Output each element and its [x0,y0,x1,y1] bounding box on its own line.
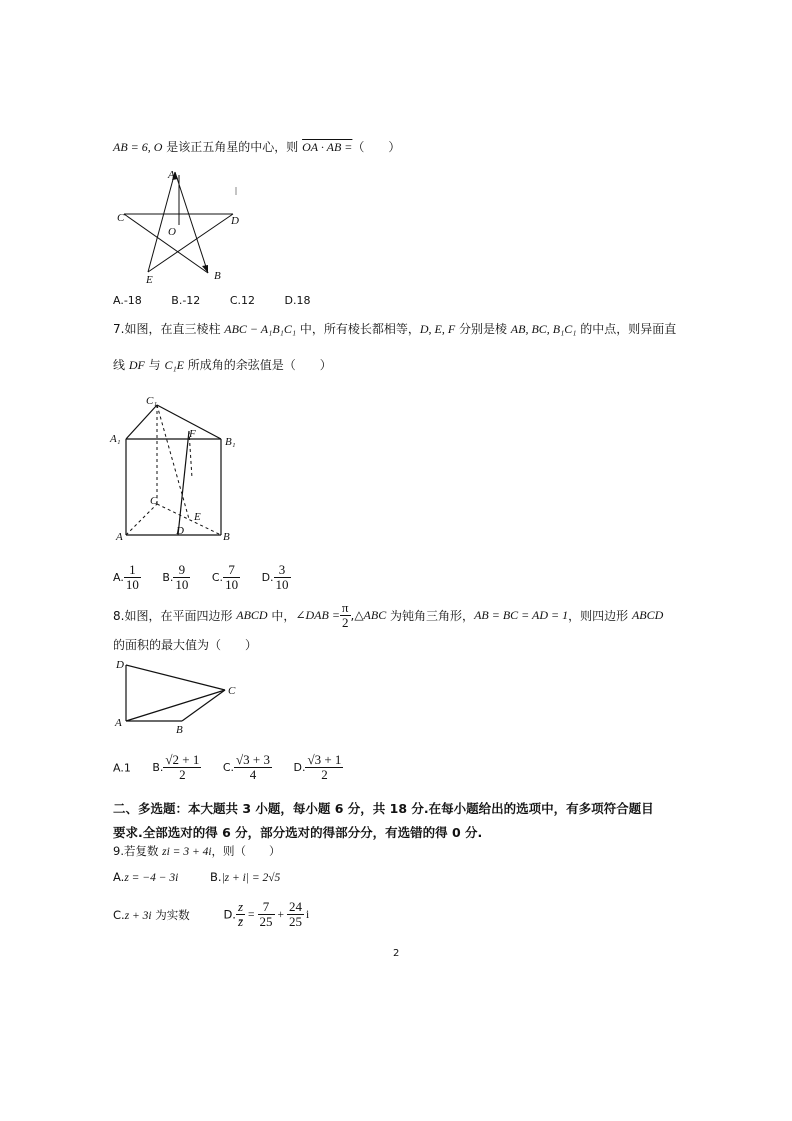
q9-text-2: ，则（ ） [211,844,281,858]
q9-options-row1 [113,870,280,884]
q9-d-eq: = [248,908,255,921]
q6-stem-text: 是该正五角星的中心，则 [162,140,303,154]
prism-label-f: F [189,428,196,440]
star-label-c: C [117,212,125,224]
q8-options [113,753,361,782]
star-label-b: B [214,270,221,282]
q8-math-angle: ∠DAB = [295,608,340,622]
q7-a-num: 1 [124,563,141,578]
q9-d-z-num: z [237,899,244,914]
q9-d-f1-den: 25 [259,914,273,929]
q7-text-3: 分别是棱 [455,322,511,336]
q9-option-b[interactable] [210,870,280,884]
quad-label-a: A [115,717,122,729]
q9-d-f1-num: 7 [258,900,275,915]
q7-option-d[interactable] [262,563,291,592]
q8-math-abcd-2: ABCD [631,608,664,622]
q6-option-b[interactable]: B.-12 [171,294,201,307]
q9-option-a-math: z = −4 − 3i [124,872,179,884]
star-edge-a-e [148,172,175,272]
q7-option-b[interactable] [162,563,190,592]
q8-b-den: 2 [179,767,186,782]
q7-d-den: 10 [275,577,289,592]
q7-option-a-fraction [124,563,141,592]
q8-option-b-fraction [163,753,201,782]
q8-text-6: 的面积的最大值为（ ） [113,638,258,652]
prism-label-c: C [150,495,158,507]
q7-c-num: 7 [223,563,240,578]
q7-math-df: DF [128,358,145,372]
section2-heading-line1: 二、多选题：本大题共 3 小题，每小题 6 分，共 18 分.在每小题给出的选项中，有多项符合题目 [113,801,654,816]
prism-label-e: E [194,511,201,523]
q9-option-d[interactable] [223,899,310,929]
q7-math-prism: ABC − A₁B₁C₁ [224,322,296,336]
star-edge-d-e [148,214,233,272]
q8-math-abcd: ABCD [236,608,268,622]
q7-text-2: 中，所有棱长都相等， [296,322,420,336]
q9-option-b-label: B. [209,870,222,884]
q9-option-c[interactable] [113,908,190,922]
q8-option-d-label: D. [293,761,306,774]
edge-d-c [126,665,225,690]
q8-pi-fraction [340,601,351,630]
q8-option-d-fraction [305,753,343,782]
quad-label-b: B [176,724,183,736]
prism-label-d: D [176,525,184,537]
q9-option-c-label: C. [113,907,125,922]
q7-option-b-fraction [173,563,190,592]
q7-option-a-label: A. [113,571,124,584]
hidden-a-c [126,504,157,535]
q6-stem [113,138,400,155]
q9-d-z-den: z̄ [237,914,244,929]
q7-text-4: 的中点，则异面直 [576,322,677,336]
q8-quadrilateral-figure [112,655,252,740]
q9-option-d-frac2 [287,900,304,929]
q9-option-a[interactable] [113,870,178,884]
q8-option-b-label: B. [152,761,164,774]
q8-option-b[interactable] [152,753,201,782]
q9-option-c-math: z + 3i [124,909,152,922]
q9-option-d-zfrac [236,900,245,929]
q8-math-equal-sides: AB = BC = AD = 1 [474,608,569,622]
q7-b-den: 10 [175,577,189,592]
q7-options [113,563,309,592]
q8-text-2: 中， [267,609,296,623]
q8-text-5: ，则四边形 [568,609,632,623]
q7-stem-line1 [113,320,676,337]
q8-text-1: 8.如图，在平面四边形 [113,609,237,623]
q7-option-c-fraction [223,563,240,592]
star-edge-a-b [175,172,208,273]
q8-option-a-label: A.1 [113,761,131,775]
q7-prism-figure [108,392,248,547]
q8-c-num: √3 + 3 [236,752,270,767]
q6-option-a[interactable]: A.-18 [113,294,142,307]
q8-stem-line1 [113,601,663,630]
q8-option-a[interactable] [113,761,131,775]
prism-label-c1: C₁ [146,395,158,407]
quad-label-c: C [228,685,236,697]
q9-stem [113,843,281,859]
star-edge-c-b [124,214,208,273]
q7-option-c[interactable] [212,563,240,592]
edge-b-c [182,690,225,721]
q8-b-num: √2 + 1 [165,752,200,767]
page-number: 2 [393,948,400,959]
q8-d-num: √3 + 1 [307,752,342,767]
q9-math-eq: zi = 3 + 4i [162,846,212,858]
q8-text-4: 为钝角三角形， [386,609,475,623]
star-label-d: D [231,215,239,227]
q8-option-c-fraction [234,753,272,782]
q8-option-c[interactable] [223,753,272,782]
prism-label-b: B [223,531,230,543]
quad-label-d: D [116,659,124,671]
prism-label-a: A [116,531,123,543]
q7-option-d-label: D. [261,571,274,584]
q6-stem-vector: OA · AB = [302,140,353,154]
q7-option-b-label: B. [162,571,174,584]
q9-option-c-text: 为实数 [151,907,190,922]
q6-stem-math: AB = 6, O [113,140,163,154]
q7-stem-line2 [113,356,332,373]
q8-option-d[interactable] [294,753,344,782]
segment-d-f [178,431,189,535]
q6-options [113,294,310,307]
edge-a-c [126,690,225,721]
edge-a1-c1 [126,405,157,439]
q6-star-figure [112,165,252,285]
q9-d-i: i [306,908,310,921]
prism-label-b1: B₁ [225,436,236,448]
star-label-e: E [146,274,153,285]
q7-text-6: 与 [144,358,165,372]
hidden-c-b [157,504,221,535]
q7-option-a[interactable] [113,563,141,592]
q6-option-d[interactable]: D.18 [284,294,311,307]
star-label-o: O [168,226,176,238]
q7-d-num: 3 [274,563,291,578]
q8-option-c-label: C. [222,761,235,774]
section2-heading-line2: 要求.全部选对的得 6 分，部分选对的得部分分，有选错的得 0 分. [113,825,483,840]
q9-option-b-math: |z + i| = 2√5 [221,872,281,884]
q7-text-1: 7.如图，在直三棱柱 [113,322,225,336]
q8-c-den: 4 [249,767,257,782]
q6-option-c[interactable]: C.12 [229,294,255,307]
q9-d-plus: + [277,908,285,921]
q9-option-d-frac1 [258,900,275,929]
q9-option-a-label: A. [113,870,125,884]
q7-math-c1e: C₁E [164,358,184,372]
prism-label-a1: A₁ [110,433,121,445]
q9-options-row2 [113,900,309,929]
hidden-c1-e [157,405,189,519]
q7-text-7: 所成角的余弦值是（ ） [183,358,332,372]
q8-pi-num: π [341,600,349,615]
q7-c-den: 10 [225,577,239,592]
q9-option-d-label: D. [223,907,236,922]
star-label-a: A [168,169,175,181]
q8-stem-line2 [113,636,257,653]
q7-b-num: 9 [173,563,190,578]
q7-math-def: D, E, F [419,322,456,336]
q7-option-d-fraction [274,563,291,592]
q8-pi-den: 2 [341,615,349,630]
q7-text-5: 线 [113,358,129,372]
q6-paren: （ ） [352,140,401,154]
q7-option-c-label: C. [211,571,224,584]
q7-math-edges: AB, BC, B₁C₁ [510,322,577,336]
q8-math-triangle: △ABC [354,608,387,622]
q9-text-1: 9.若复数 [113,844,163,858]
q7-a-den: 10 [125,577,139,592]
q9-d-f2-den: 25 [289,914,303,929]
q9-d-f2-num: 24 [289,899,303,914]
q8-d-den: 2 [321,767,328,782]
q8-text-3: , [350,608,355,623]
